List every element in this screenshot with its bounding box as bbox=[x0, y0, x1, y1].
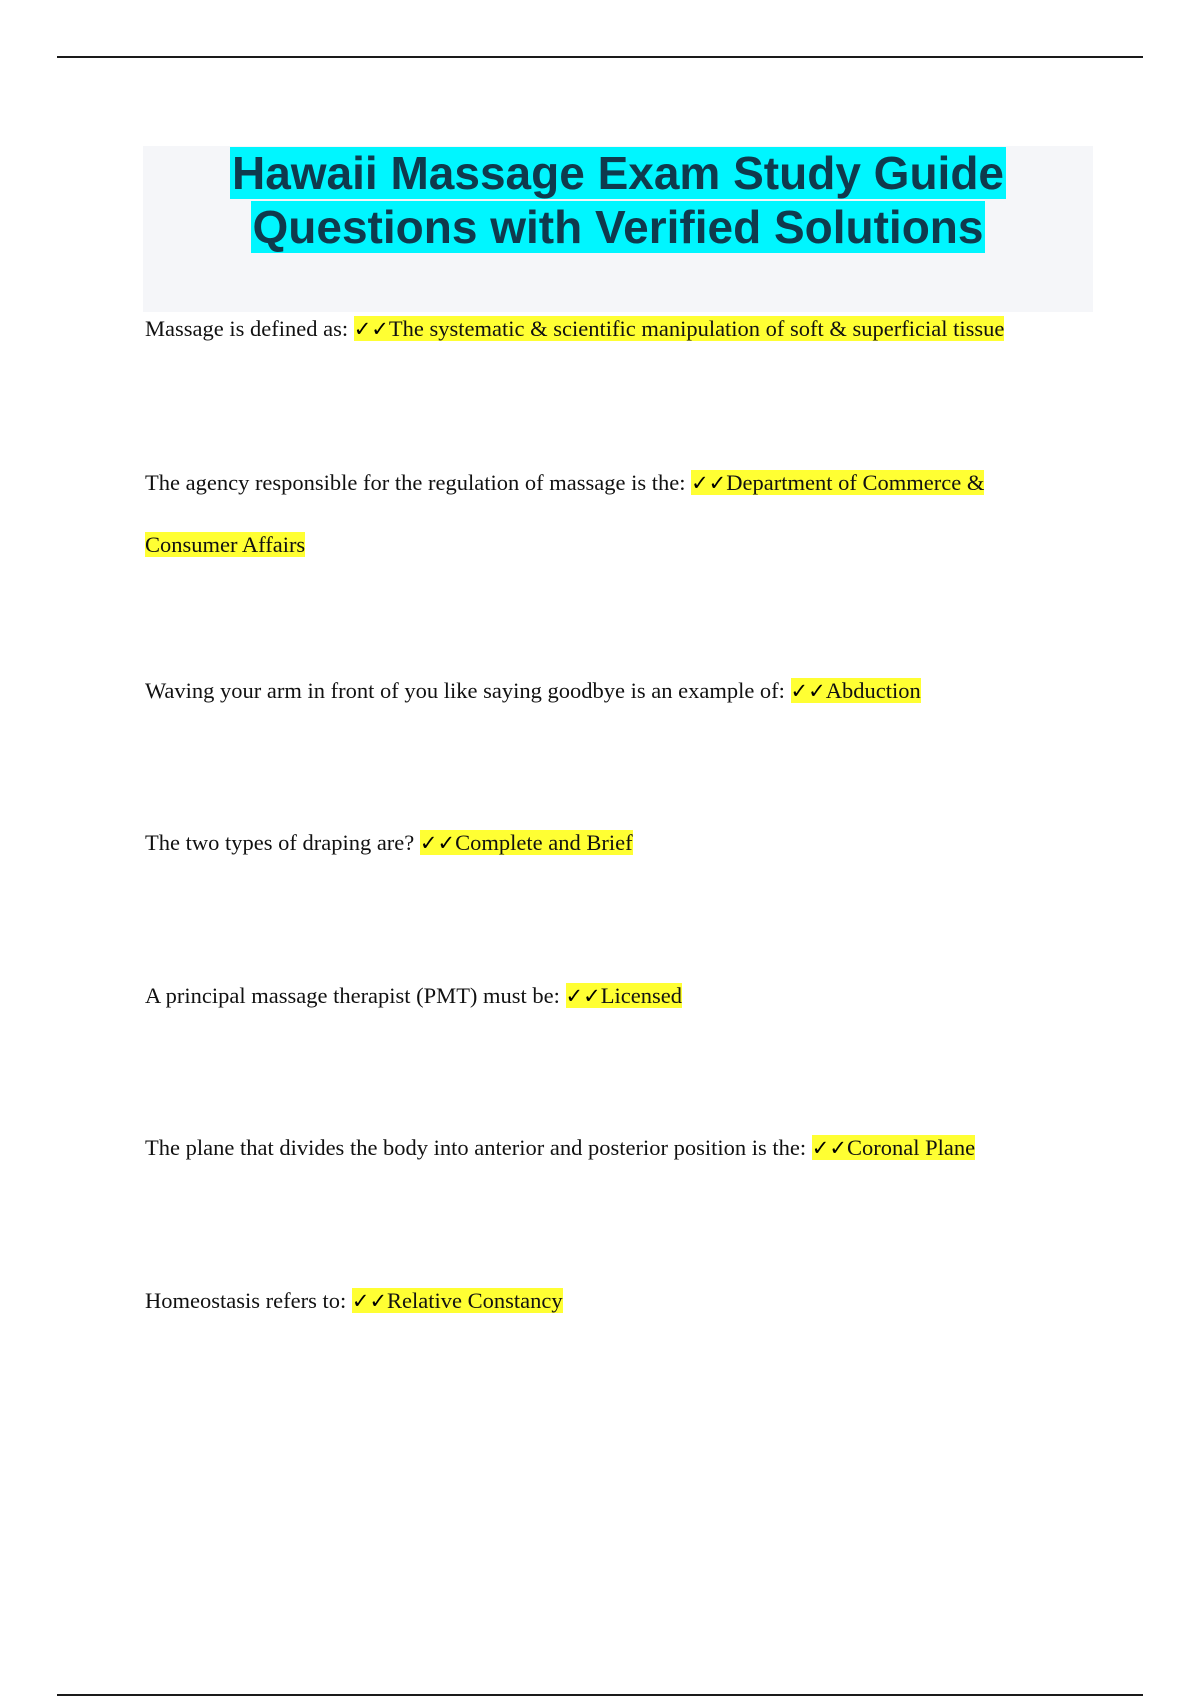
answer-text: Relative Constancy bbox=[387, 1288, 563, 1313]
answer-highlight bbox=[566, 983, 682, 1008]
answer-text: Consumer Affairs bbox=[145, 532, 306, 557]
qa-item-3 bbox=[145, 676, 1085, 706]
answer-highlight bbox=[352, 1288, 563, 1313]
question-text: The plane that divides the body into anterior and posterior position is the: bbox=[145, 1135, 812, 1160]
answer-text: Licensed bbox=[600, 983, 682, 1008]
answer-text: Complete and Brief bbox=[455, 830, 633, 855]
double-check-icon: ✓✓ bbox=[351, 1289, 388, 1313]
double-check-icon: ✓✓ bbox=[811, 1136, 847, 1160]
title-line-1: Hawaii Massage Exam Study Guide bbox=[231, 147, 1005, 199]
qa-item-2 bbox=[145, 452, 1085, 575]
answer-text: The systematic & scientific manipulation of soft & superficial tissue bbox=[388, 316, 1005, 341]
question-text: The agency responsible for the regulation of massage is the: bbox=[145, 470, 692, 495]
double-check-icon: ✓✓ bbox=[691, 471, 727, 495]
qa-item-5 bbox=[145, 981, 1085, 1011]
answer-highlight bbox=[691, 470, 984, 495]
top-rule bbox=[57, 56, 1143, 58]
qa-item-6 bbox=[145, 1133, 1085, 1163]
qa-item-4 bbox=[145, 828, 1085, 858]
double-check-icon: ✓✓ bbox=[565, 984, 601, 1008]
bottom-rule bbox=[57, 1694, 1143, 1696]
qa-item-1 bbox=[145, 314, 1085, 344]
question-text: The two types of draping are? bbox=[145, 830, 420, 855]
answer-text: Department of Commerce & bbox=[726, 470, 985, 495]
question-text: Massage is defined as: bbox=[145, 316, 354, 341]
answer-highlight bbox=[812, 1135, 975, 1160]
double-check-icon: ✓✓ bbox=[790, 679, 826, 703]
answer-text: Abduction bbox=[825, 678, 921, 703]
answer-highlight-continued bbox=[145, 532, 305, 557]
question-text: Homeostasis refers to: bbox=[145, 1288, 352, 1313]
title-block bbox=[143, 146, 1093, 312]
answer-text: Coronal Plane bbox=[846, 1135, 976, 1160]
question-text: Waving your arm in front of you like saying goodbye is an example of: bbox=[145, 678, 791, 703]
answer-highlight bbox=[791, 678, 921, 703]
answer-highlight bbox=[354, 316, 1005, 341]
question-text: A principal massage therapist (PMT) must be: bbox=[145, 983, 566, 1008]
title-line-2: Questions with Verified Solutions bbox=[252, 201, 984, 253]
double-check-icon: ✓✓ bbox=[419, 831, 456, 855]
qa-item-7 bbox=[145, 1286, 1085, 1316]
double-check-icon: ✓✓ bbox=[353, 317, 389, 341]
answer-highlight bbox=[420, 830, 633, 855]
